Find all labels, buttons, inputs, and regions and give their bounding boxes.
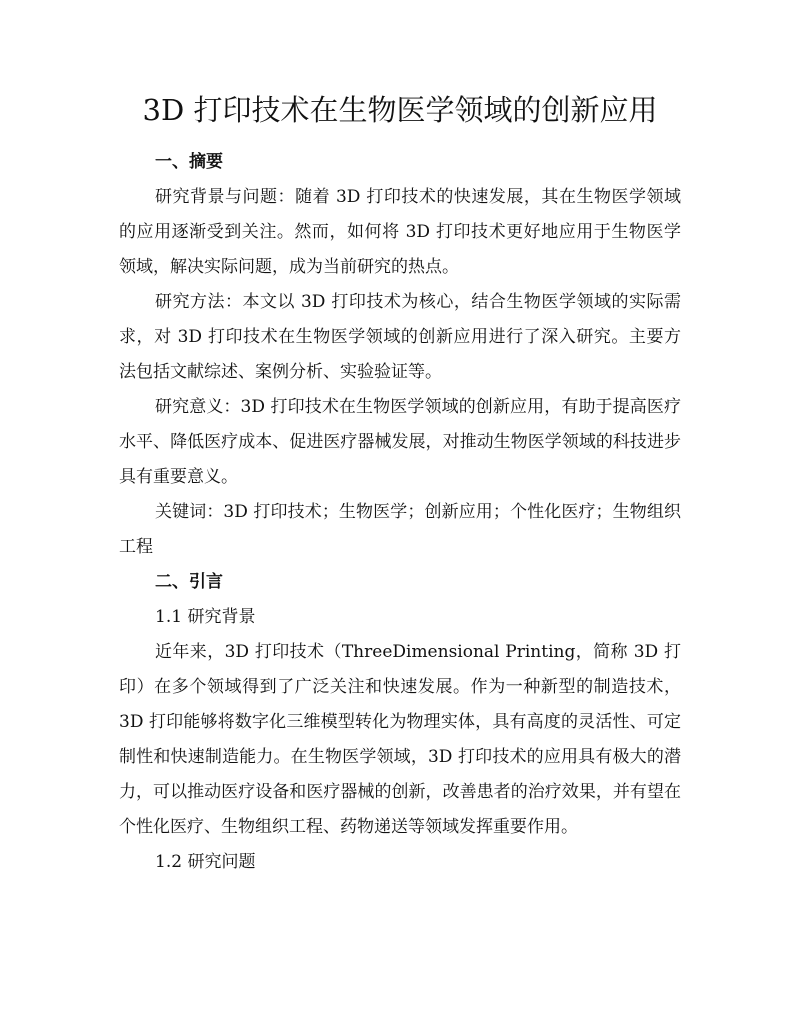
document-title: 3D 打印技术在生物医学领域的创新应用 bbox=[142, 93, 658, 127]
section-1-1-heading: 1.1 研究背景 bbox=[155, 607, 256, 627]
abstract-significance-paragraph: 研究意义：3D 打印技术在生物医学领域的创新应用，有助于提高医疗水平、降低医疗成本、促进医疗器械发展，对推动生物医学领域的科技进步具有重要意义。 bbox=[119, 397, 681, 487]
document-body bbox=[119, 145, 681, 880]
abstract-background-paragraph: 研究背景与问题：随着 3D 打印技术的快速发展，其在生物医学领域的应用逐渐受到关注。然而，如何将 3D 打印技术更好地应用于生物医学领域，解决实际问题，成为当前研究的热点。 bbox=[119, 187, 681, 277]
background-paragraph: 近年来，3D 打印技术（ThreeDimensional Printing，简称 3D 打印）在多个领域得到了广泛关注和快速发展。作为一种新型的制造技术，3D 打印能够将数字化三维模型转化为物理实体，具有高度的灵活性、可定制性和快速制造能力。在生物医学领域，3D 打印技术的应用具有极大的潜力，可以推动医疗设备和医疗器械的创新，改善患者的治疗效果，并有望在个性化医疗、生物组织工程、药物递送等领域发挥重要作用。 bbox=[119, 642, 681, 837]
intro-heading: 二、引言 bbox=[155, 572, 223, 592]
abstract-method-paragraph: 研究方法：本文以 3D 打印技术为核心，结合生物医学领域的实际需求，对 3D 打印技术在生物医学领域的创新应用进行了深入研究。主要方法包括文献综述、案例分析、实验验证等。 bbox=[119, 292, 681, 382]
section-1-2-heading: 1.2 研究问题 bbox=[155, 852, 256, 872]
abstract-heading: 一、摘要 bbox=[155, 152, 223, 172]
keywords-paragraph: 关键词：3D 打印技术；生物医学；创新应用；个性化医疗；生物组织工程 bbox=[119, 502, 681, 557]
